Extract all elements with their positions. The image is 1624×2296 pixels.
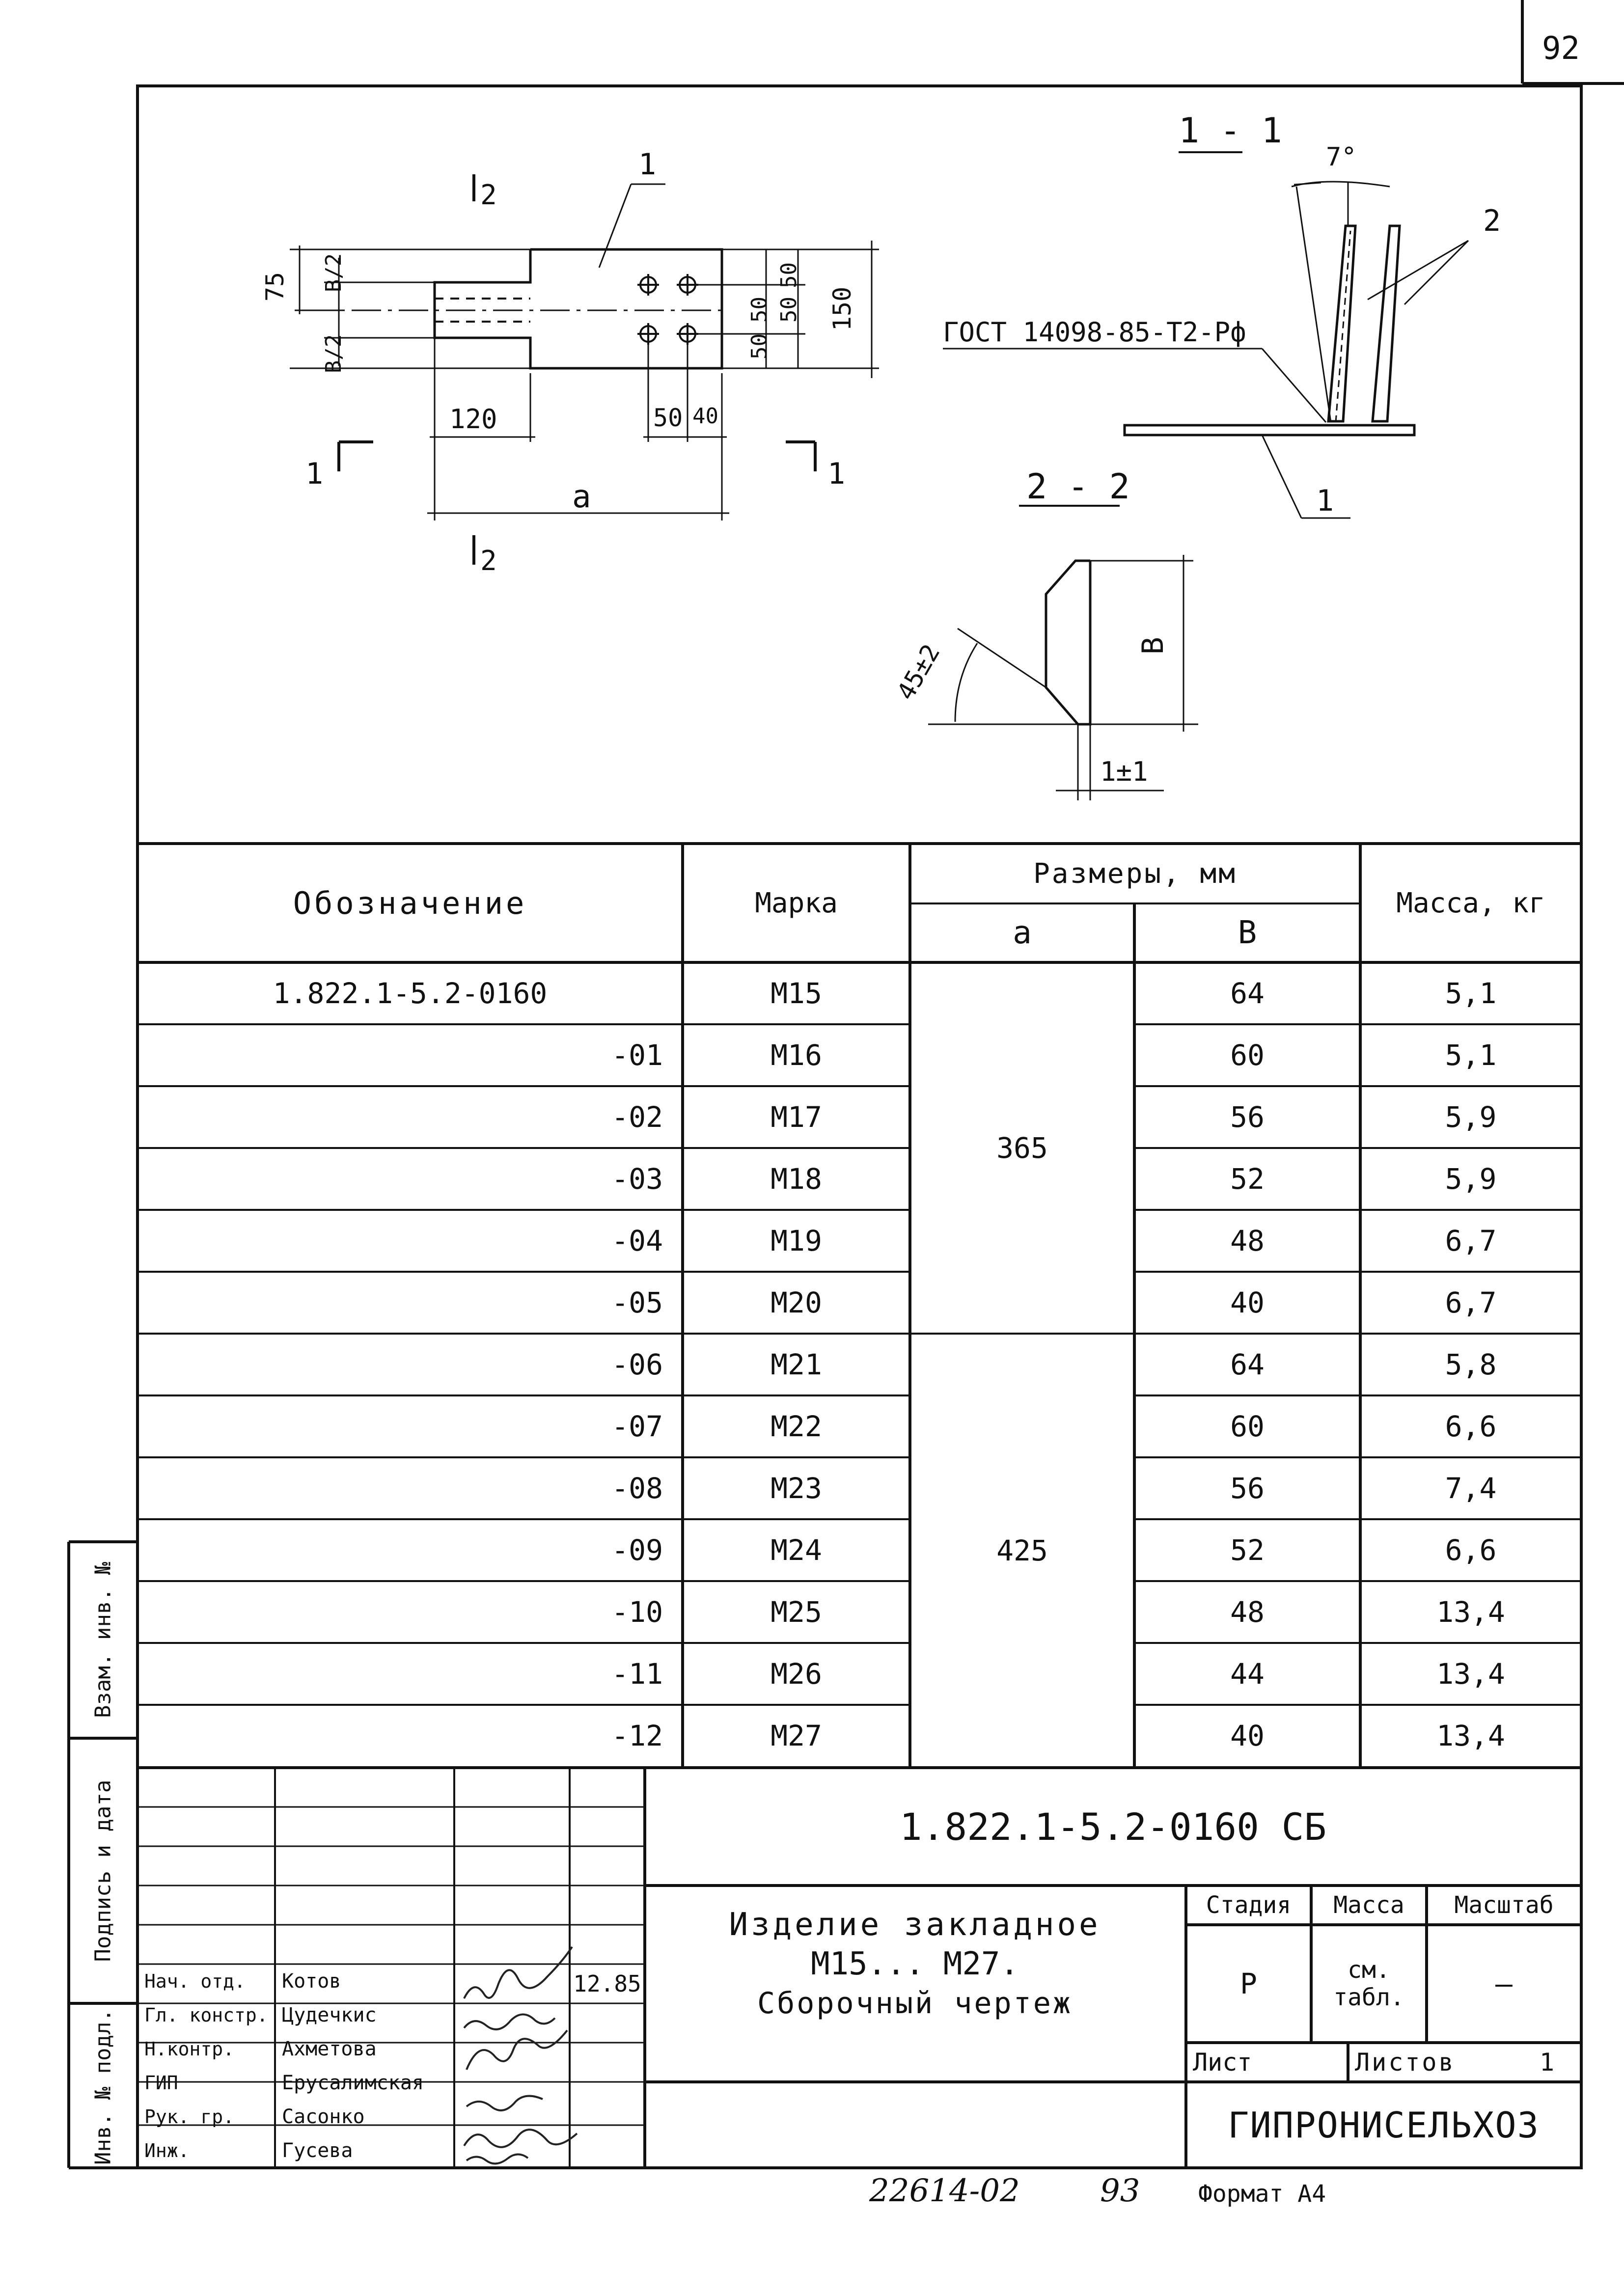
row-b: 56 xyxy=(1230,1100,1265,1134)
header-sizes: Размеры, мм xyxy=(1033,857,1237,890)
dim-50-c: 50 xyxy=(776,297,801,323)
row-mass: 5,1 xyxy=(1445,1039,1497,1072)
scale-label: Масштаб xyxy=(1454,1891,1554,1919)
dim-75: 75 xyxy=(261,272,290,302)
row-b: 48 xyxy=(1230,1224,1265,1257)
row-mark: М15 xyxy=(771,977,822,1010)
row-designation: -11 xyxy=(611,1657,663,1691)
row-mass: 6,6 xyxy=(1445,1533,1497,1567)
row-mark: М23 xyxy=(771,1472,822,1505)
date: 12.85 xyxy=(573,1970,641,1997)
dim-40: 40 xyxy=(692,404,718,429)
dim-50-bottom: 50 xyxy=(653,404,683,432)
document-code: 1.822.1-5.2-0160 СБ xyxy=(899,1804,1327,1849)
role-name: Сасонко xyxy=(282,2105,365,2128)
stamp-inv-original: Инв. № подл. xyxy=(90,2009,116,2165)
section-1-1-title: 1 - 1 xyxy=(1179,110,1282,151)
row-mass: 13,4 xyxy=(1436,1719,1505,1752)
row-b: 52 xyxy=(1230,1162,1265,1196)
row-b: 48 xyxy=(1230,1595,1265,1629)
dim-b2-top: B/2 xyxy=(321,253,347,293)
callout-1-plan: 1 xyxy=(638,147,657,182)
dim-50-d: 50 xyxy=(746,333,772,359)
title-line1: Изделие закладное xyxy=(729,1907,1101,1943)
dim-150: 150 xyxy=(828,286,857,331)
stamp-signature-date: Подпись и дата xyxy=(90,1779,116,1962)
row-mark: М18 xyxy=(771,1162,822,1196)
row-designation: -02 xyxy=(611,1100,663,1134)
role-label: Рук. гр. xyxy=(144,2105,235,2128)
row-mark: М26 xyxy=(771,1657,822,1691)
header-b: B xyxy=(1238,915,1257,951)
role-name: Цудечкис xyxy=(282,2003,377,2026)
format-label: Формат А4 xyxy=(1198,2180,1326,2208)
role-label: Н.контр. xyxy=(144,2038,235,2060)
angle-label: 7° xyxy=(1326,142,1357,172)
role-label: Инж. xyxy=(144,2139,190,2161)
organization: ГИПРОНИСЕЛЬХОЗ xyxy=(1228,2104,1540,2146)
role-name: Ерусалимская xyxy=(282,2071,424,2094)
dim-50-b: 50 xyxy=(746,297,772,323)
callout-2: 2 xyxy=(1483,204,1501,238)
row-mass: 6,6 xyxy=(1445,1410,1497,1443)
row-mass: 5,1 xyxy=(1445,977,1497,1010)
row-designation: -03 xyxy=(611,1162,663,1196)
row-b: 52 xyxy=(1230,1533,1265,1567)
row-designation: -09 xyxy=(611,1533,663,1567)
row-mass: 6,7 xyxy=(1445,1224,1497,1257)
callout-1-section: 1 xyxy=(1316,484,1334,518)
row-b: 40 xyxy=(1230,1719,1265,1752)
header-mass: Масса, кг xyxy=(1396,887,1545,919)
row-designation: -04 xyxy=(611,1224,663,1257)
stage-label: Стадия xyxy=(1206,1891,1292,1919)
row-mark: М21 xyxy=(771,1348,822,1381)
row-designation: -06 xyxy=(611,1348,663,1381)
row-mark: М19 xyxy=(771,1224,822,1257)
section-marker-1-right: 1 xyxy=(827,457,846,491)
role-name: Ахметова xyxy=(282,2037,377,2060)
row-designation: 1.822.1-5.2-0160 xyxy=(273,977,548,1010)
row-mass: 13,4 xyxy=(1436,1657,1505,1691)
row-mass: 7,4 xyxy=(1445,1472,1497,1505)
header-designation: Обозначение xyxy=(293,885,527,921)
title-line3: Сборочный чертеж xyxy=(757,1986,1073,2021)
dim-gap: 1±1 xyxy=(1100,756,1148,787)
role-name: Котов xyxy=(282,1969,341,1993)
row-mark: М24 xyxy=(771,1533,822,1567)
title-line2: М15... М27. xyxy=(811,1946,1019,1982)
section-marker-2-top: 2 xyxy=(480,179,497,211)
section-marker-2-bottom: 2 xyxy=(480,545,497,577)
row-mass: 5,9 xyxy=(1445,1162,1497,1196)
row-mark: М22 xyxy=(771,1410,822,1443)
row-mass: 6,7 xyxy=(1445,1286,1497,1319)
row-mass: 5,9 xyxy=(1445,1100,1497,1134)
row-b: 64 xyxy=(1230,977,1265,1010)
a-group-2: 425 xyxy=(996,1534,1048,1567)
role-name: Гусева xyxy=(282,2139,353,2162)
row-mass: 5,8 xyxy=(1445,1348,1497,1381)
row-mark: М17 xyxy=(771,1100,822,1134)
row-designation: -07 xyxy=(611,1410,663,1443)
row-b: 44 xyxy=(1230,1657,1265,1691)
row-mark: М27 xyxy=(771,1719,822,1752)
section-2-2-title: 2 - 2 xyxy=(1026,466,1130,507)
row-designation: -05 xyxy=(611,1286,663,1319)
row-mark: М25 xyxy=(771,1595,822,1629)
dim-bevel: 45±2 xyxy=(891,639,946,705)
row-mark: М20 xyxy=(771,1286,822,1319)
archive-number: 22614-02 xyxy=(869,2173,1020,2209)
row-designation: -08 xyxy=(611,1472,663,1505)
mass-label: Масса xyxy=(1333,1891,1404,1919)
page-number: 92 xyxy=(1542,30,1580,67)
row-b: 60 xyxy=(1230,1039,1265,1072)
mass-value: см. табл. xyxy=(1333,1956,1404,2011)
row-designation: -12 xyxy=(611,1719,663,1752)
dim-120: 120 xyxy=(449,404,497,435)
sheet-label: Лист xyxy=(1193,2048,1252,2077)
dim-a: a xyxy=(572,479,591,515)
row-mark: М16 xyxy=(771,1039,822,1072)
row-b: 40 xyxy=(1230,1286,1265,1319)
stage-value: Р xyxy=(1240,1967,1257,2000)
row-designation: -10 xyxy=(611,1595,663,1629)
section-marker-1-left: 1 xyxy=(305,457,324,491)
a-group-1: 365 xyxy=(996,1131,1048,1165)
dim-50-a: 50 xyxy=(776,262,801,288)
scale-value: — xyxy=(1495,1967,1513,2000)
role-label: ГИП xyxy=(144,2072,178,2094)
sheets-value: 1 xyxy=(1539,2048,1555,2077)
header-a: a xyxy=(1013,915,1032,951)
weld-standard-label: ГОСТ 14098-85-Т2-Рф xyxy=(943,317,1246,348)
row-designation: -01 xyxy=(611,1039,663,1072)
header-mark: Марка xyxy=(755,887,838,919)
dim-b: B xyxy=(1136,636,1171,655)
role-label: Нач. отд. xyxy=(144,1970,246,1992)
sheet-ref: 93 xyxy=(1100,2173,1140,2209)
row-b: 56 xyxy=(1230,1472,1265,1505)
sheets-label: Листов xyxy=(1355,2048,1456,2077)
row-b: 64 xyxy=(1230,1348,1265,1381)
role-label: Гл. констр. xyxy=(144,2004,268,2026)
row-b: 60 xyxy=(1230,1410,1265,1443)
row-mass: 13,4 xyxy=(1436,1595,1505,1629)
dim-b2-bottom: B/2 xyxy=(321,334,347,374)
stamp-replace-inv: Взам. инв. № xyxy=(90,1562,116,1718)
